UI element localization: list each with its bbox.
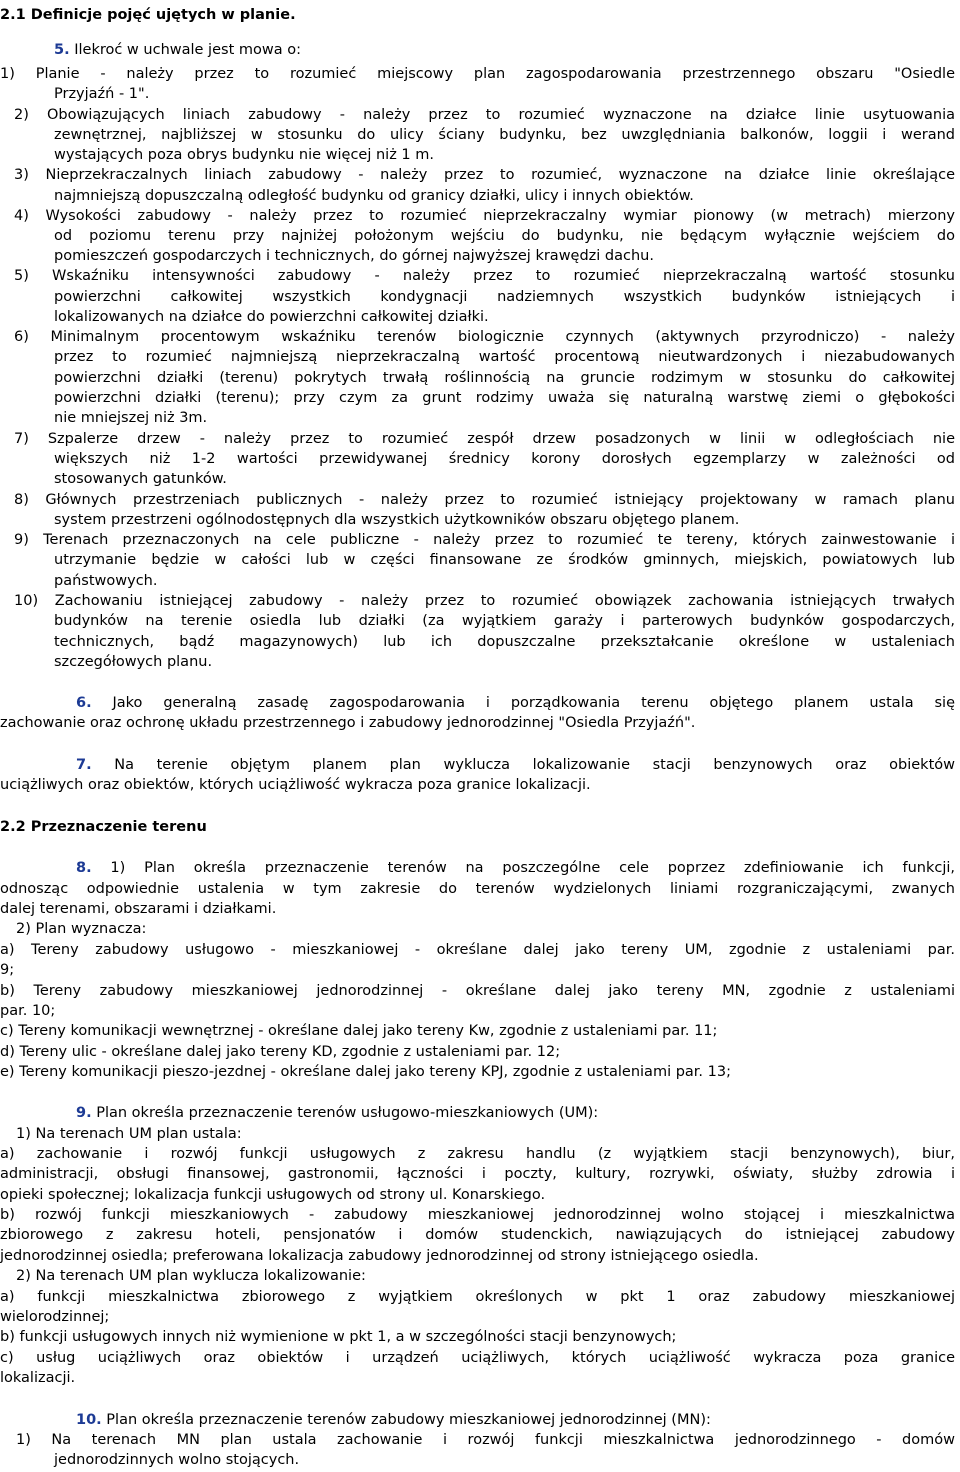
list-item: b) rozwój funkcji mieszkaniowych - zabudowy mieszkaniowej jednorodzinnej wolno stojącej i mieszkalnictwa [0,1207,955,1223]
paragraph-number: 7. [76,757,92,773]
definition-line: lokalizowanych na działce do powierzchni całkowitej działki. [54,309,489,325]
definition-line: 4) Wysokości zabudowy - należy przez to rozumieć nieprzekraczalny wymiar pionowy (w metrach) mierzony [14,208,955,224]
paragraph-text: Plan określa przeznaczenie terenów usługowo-mieszkaniowych (UM): [96,1105,599,1121]
list-item: 9; [0,962,15,978]
definition-line: powierzchni całkowitej wszystkich kondygnacji nadziemnych wszystkich budynków istniejących i [54,289,955,305]
paragraph-9-sub2: 2) Na terenach UM plan wyklucza lokalizowanie: [16,1268,366,1284]
definition-line: 1) Planie - należy przez to rozumieć miejscowy plan zagospodarowania przestrzennego obszaru "Osiedle [0,66,955,82]
paragraph-9-sub1: 1) Na terenach UM plan ustala: [16,1126,242,1142]
paragraph-8-line [76,858,955,879]
list-item: b) funkcji usługowych innych niż wymienione w pkt 1, a w szczególności stacji benzynowych; [0,1329,677,1345]
paragraph-10-line: 1) Na terenach MN plan ustala zachowanie i rozwój funkcji mieszkalnictwa jednorodzinnego - domów [16,1432,955,1448]
definition-line: utrzymanie będzie w całości lub w części finansowane ze środków gminnych, miejskich, powiatowych lub [54,552,955,568]
list-item: d) Tereny ulic - określane dalej jako tereny KD, zgodnie z ustaleniami par. 12; [0,1044,561,1060]
paragraph-number: 9. [76,1105,92,1121]
paragraph-10-intro [76,1410,711,1431]
paragraph-7-line: uciążliwych oraz obiektów, których uciążliwość wykracza poza granice lokalizacji. [0,777,591,793]
list-item: opieki społecznej; lokalizacja funkcji usługowych od strony ul. Konarskiego. [0,1187,546,1203]
definition-line: najmniejszą dopuszczalną odległość budynku od granicy działki, ulicy i innych obiektów. [54,188,694,204]
paragraph-8-line: odnosząc odpowiednie ustalenia w tym zakresie do terenów wydzielonych liniami rozgraniczającymi, zwanych [0,881,955,897]
paragraph-number: 10. [76,1412,102,1428]
list-item: e) Tereny komunikacji pieszo-jezdnej - określane dalej jako tereny KPJ, zgodnie z ustaleniami par. 13; [0,1064,731,1080]
paragraph-7-line [76,755,955,776]
definition-line: stosowanych gatunków. [54,471,227,487]
paragraph-text: Ilekroć w uchwale jest mowa o: [74,42,301,58]
paragraph-number: 6. [76,695,92,711]
definition-line: Przyjaźń - 1". [54,86,150,102]
section-heading-2-1: 2.1 Definicje pojęć ujętych w planie. [0,7,296,23]
definition-line: od poziomu terenu przy najniżej położonym wejściu do budynku, nie będącym wyłącznie wejściem do [54,228,955,244]
definition-line: większych niż 1-2 wartości przewidywanej średnicy korony dorosłych egzemplarzy w zależności od [54,451,955,467]
definition-line: powierzchni działki (terenu) pokrytych trwałą roślinnością na gruncie rodzimym w stosunku do całkowitej [54,370,955,386]
definition-line: 5) Wskaźniku intensywności zabudowy - należy przez to rozumieć nieprzekraczalną wartość stosunku [14,268,955,284]
paragraph-10-line: jednorodzinnych wolno stojących. [54,1452,300,1468]
definition-line: zewnętrznej, najbliższej w stosunku do ulicy ściany budynku, bez uwzględniania balkonów, loggii i werand [54,127,955,143]
paragraph-8-line: dalej terenami, obszarami i działkami. [0,901,277,917]
list-item: a) Tereny zabudowy usługowo - mieszkaniowej - określane dalej jako tereny UM, zgodnie z ustaleniami par. [0,942,955,958]
definition-line: 9) Terenach przeznaczonych na cele publiczne - należy przez to rozumieć te tereny, których zainwestowanie i [14,532,955,548]
paragraph-number: 8. [76,860,92,876]
definition-line: wystających poza obrys budynku nie więcej niż 1 m. [54,147,434,163]
paragraph-6-line: zachowanie oraz ochronę układu przestrzennego i zabudowy jednorodzinnej "Osiedla Przyjaźń". [0,715,696,731]
list-item: c) Tereny komunikacji wewnętrznej - określane dalej jako tereny Kw, zgodnie z ustaleniami par. 11; [0,1023,718,1039]
list-item: par. 10; [0,1003,56,1019]
definition-line: państwowych. [54,573,158,589]
paragraph-text: Jako generalną zasadę zagospodarowania i porządkowania terenu objętego planem ustala się [112,695,956,711]
definition-line: 3) Nieprzekraczalnych liniach zabudowy - należy przez to rozumieć, wyznaczone na działce linie określające [14,167,955,183]
list-item: zbiorowego z zakresu hoteli, pensjonatów i domów studenckich, nawiązujących do istniejącej zabudowy [0,1227,955,1243]
list-item: wielorodzinnej; [0,1309,110,1325]
definition-line: pomieszczeń gospodarczych i technicznych, do górnej najwyższej krawędzi dachu. [54,248,654,264]
definition-line: przez to rozumieć najmniejszą nieprzekraczalną wartość procentową nieutwardzonych i niezabudowanych [54,349,955,365]
paragraph-text: Na terenie objętym planem plan wyklucza lokalizowanie stacji benzynowych oraz obiektów [114,757,955,773]
definition-line: technicznych, bądź magazynowych) lub ich dopuszczalne przekształcanie określone w ustaleniach [54,634,955,650]
definition-line: 6) Minimalnym procentowym wskaźniku terenów biologicznie czynnych (aktywnych przyrodniczo) - należy [14,329,955,345]
list-item: a) funkcji mieszkalnictwa zbiorowego z wyjątkiem określonych w pkt 1 oraz zabudowy mieszkaniowej [0,1289,955,1305]
paragraph-8-sub2: 2) Plan wyznacza: [16,921,147,937]
paragraph-number: 5. [54,42,70,58]
list-item: lokalizacji. [0,1370,76,1386]
definition-line: nie mniejszej niż 3m. [54,410,208,426]
list-item: a) zachowanie i rozwój funkcji usługowych z zakresu handlu (z wyjątkiem stacji benzynowych), biur, [0,1146,955,1162]
definition-line: 7) Szpalerze drzew - należy przez to rozumieć zespół drzew posadzonych w linii w odległościach nie [14,431,955,447]
paragraph-5-intro [54,40,301,61]
definition-line: 2) Obowiązujących liniach zabudowy - należy przez to rozumieć wyznaczone na działce linie usytuowania [14,107,955,123]
definition-line: budynków na terenie osiedla lub działki (za wyjątkiem garaży i parterowych budynków gospodarczych, [54,613,955,629]
paragraph-9-intro [76,1103,598,1124]
definition-line: powierzchni działki (terenu); przy czym za grunt rodzimy uważa się naturalną warstwę ziemi o głębokości [54,390,955,406]
list-item: c) usług uciążliwych oraz obiektów i urządzeń uciążliwych, których uciążliwość wykracza poza granice [0,1350,955,1366]
section-heading-2-2: 2.2 Przeznaczenie terenu [0,819,207,835]
list-item: administracji, obsługi finansowej, gastronomii, łączności i poczty, kultury, rozrywki, oświaty, służby zdrowia i [0,1166,955,1182]
definition-line: 10) Zachowaniu istniejącej zabudowy - należy przez to rozumieć obowiązek zachowania istniejących trwałych [14,593,955,609]
list-item: b) Tereny zabudowy mieszkaniowej jednorodzinnej - określane dalej jako tereny MN, zgodnie z ustaleniami [0,983,955,999]
definition-line: system przestrzeni ogólnodostępnych dla wszystkich użytkowników obszaru objętego planem. [54,512,740,528]
paragraph-6-line [76,693,955,714]
definition-line: szczegółowych planu. [54,654,213,670]
list-item: jednorodzinnej osiedla; preferowana lokalizacja zabudowy jednorodzinnej od strony istniejącego osiedla. [0,1248,759,1264]
paragraph-text: 1) Plan określa przeznaczenie terenów na poszczególne cele poprzez zdefiniowanie ich funkcji, [110,860,956,876]
definition-line: 8) Głównych przestrzeniach publicznych - należy przez to rozumieć istniejący projektowany w ramach planu [14,492,955,508]
paragraph-text: Plan określa przeznaczenie terenów zabudowy mieszkaniowej jednorodzinnej (MN): [106,1412,711,1428]
